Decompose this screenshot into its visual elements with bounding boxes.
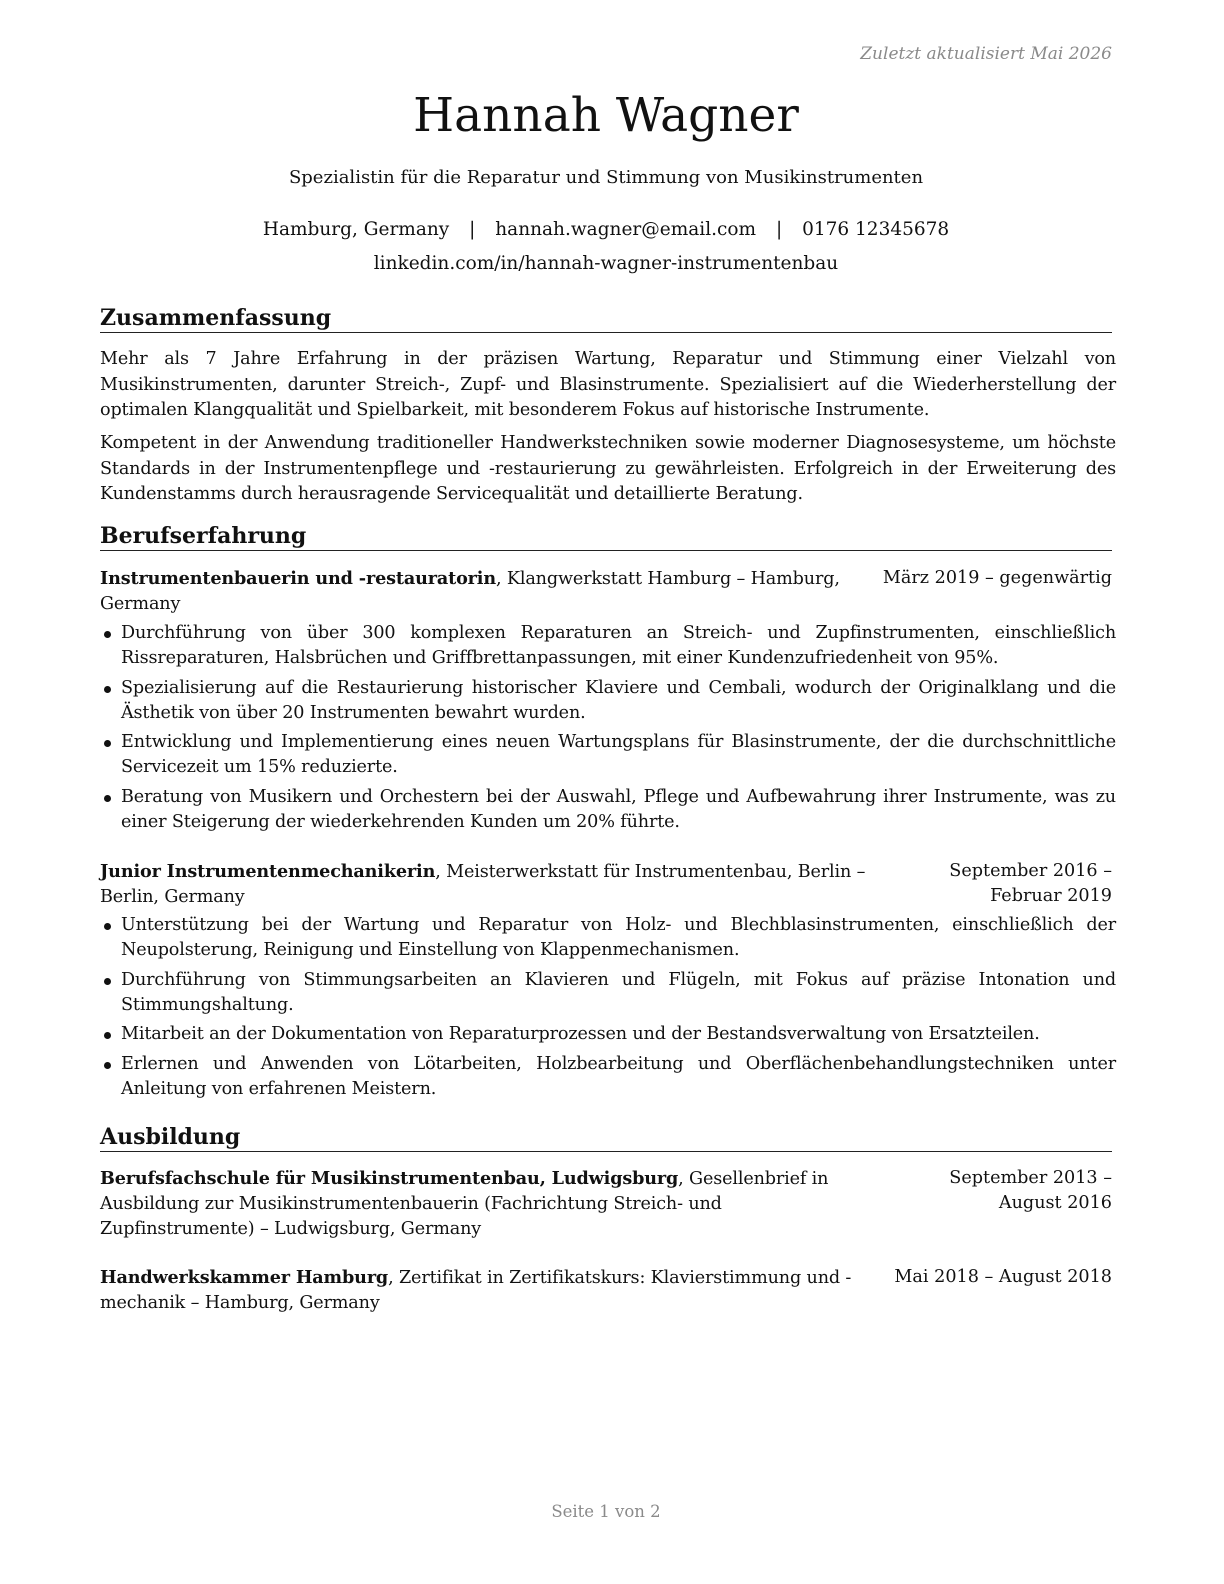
person-name: Hannah Wagner (413, 88, 799, 143)
job-title-line (100, 566, 880, 617)
contact-separator: | (775, 219, 783, 240)
education-school: Berufsfachschule für Musikinstrumentenbau, Ludwigsburg (100, 1168, 679, 1189)
job-role: Junior Instrumentenmechanikerin (100, 861, 436, 882)
list-item: Erlernen und Anwenden von Lötarbeiten, Holzbearbeitung und Oberflächenbehandlungstechniken unter Anleitung von erfahrenen Meistern. (100, 1052, 1116, 1102)
job-header (100, 859, 1112, 911)
contact-email[interactable]: hannah.wagner@email.com (495, 219, 757, 240)
list-item: Beratung von Musikern und Orchestern bei der Auswahl, Pflege und Aufbewahrung ihrer Instrumente, was zu einer Steigerung der wiederkehrenden Kunden um 20% führte. (100, 785, 1116, 835)
list-item: Mitarbeit an der Dokumentation von Reparaturprozessen und der Bestandsverwaltung von Ersatzteilen. (100, 1022, 1116, 1047)
job-bullets (100, 913, 1116, 1106)
summary-paragraph: Kompetent in der Anwendung traditioneller Handwerkstechniken sowie moderner Diagnosesysteme, um höchste Standards in der Instrumentenpflege und -restaurierung zu gewährleisten. Erfolgreich in der Erweiterung des Kundenstamms durch herausragende Servicequalität und detaillierte Beratung. (100, 433, 1116, 504)
contact-location: Hamburg, Germany (262, 219, 450, 240)
job-role: Instrumentenbauerin und -restauratorin (100, 568, 496, 589)
education-title-line (100, 1265, 880, 1316)
education-dates: Mai 2018 – August 2018 (894, 1267, 1112, 1287)
resume-page (100, 0, 1116, 1584)
last-updated: Zuletzt aktualisiert Mai 2026 (860, 44, 1112, 64)
page-number: Seite 1 von 2 (551, 1502, 661, 1521)
education-title-line (100, 1166, 880, 1242)
section-title-experience: Berufserfahrung (100, 522, 1112, 551)
education-dates: September 2013 – August 2016 (949, 1168, 1112, 1213)
education-header (100, 1265, 1112, 1317)
education-details: , Zertifikat in Zertifikatskurs: Klavierstimmung und -mechanik – Hamburg, Germany (100, 1268, 852, 1313)
section-title-summary: Zusammenfassung (100, 304, 1112, 333)
job-title-line (100, 859, 880, 910)
contact-separator: | (469, 219, 476, 240)
job-bullets (100, 621, 1116, 839)
job-dates: März 2019 – gegenwärtig (882, 568, 1112, 588)
job-subtitle: Spezialistin für die Reparatur und Stimmung von Musikinstrumenten (288, 167, 924, 188)
list-item: Spezialisierung auf die Restaurierung historischer Klaviere und Cembali, wodurch der Originalklang und die Ästhetik von über 20 Instrumenten bewahrt wurden. (100, 676, 1116, 726)
contact-linkedin[interactable]: linkedin.com/in/hannah-wagner-instrumentenbau (373, 253, 839, 274)
job-dates: September 2016 – Februar 2019 (949, 861, 1112, 906)
summary-paragraph: Mehr als 7 Jahre Erfahrung in der präzisen Wartung, Reparatur und Stimmung einer Vielzahl von Musikinstrumenten, darunter Streich-, Zupf- und Blasinstrumente. Spezialisiert auf die Wiederherstellung der optimalen Klangqualität und Spielbarkeit, mit besonderem Fokus auf historische Instrumente. (100, 349, 1116, 420)
list-item: Unterstützung bei der Wartung und Reparatur von Holz- und Blechblasinstrumenten, einschließlich der Neupolsterung, Reinigung und Einstellung von Klappenmechanismen. (100, 913, 1116, 963)
job-details: , Meisterwerkstatt für Instrumentenbau, Berlin – Berlin, Germany (100, 862, 866, 907)
list-item: Durchführung von Stimmungsarbeiten an Klavieren und Flügeln, mit Fokus auf präzise Intonation und Stimmungshaltung. (100, 968, 1116, 1018)
contact-line (100, 219, 1112, 240)
list-item: Durchführung von über 300 komplexen Reparaturen an Streich- und Zupfinstrumenten, einschließlich Rissreparaturen, Halsbrüchen und Griffbrettanpassungen, mit einer Kundenzufriedenheit von 95%. (100, 621, 1116, 671)
education-details: , Gesellenbrief in Ausbildung zur Musikinstrumentenbauerin (Fachrichtung Streich- und Zupfinstrumente) – Ludwigsburg, Germany (100, 1169, 829, 1239)
education-header (100, 1166, 1112, 1244)
section-title-education: Ausbildung (100, 1123, 1112, 1152)
education-school: Handwerkskammer Hamburg (100, 1267, 389, 1288)
contact-phone[interactable]: 0176 12345678 (802, 219, 950, 240)
job-header (100, 566, 1112, 618)
job-details: , Klangwerkstatt Hamburg – Hamburg, Germany (100, 569, 840, 614)
list-item: Entwicklung und Implementierung eines neuen Wartungsplans für Blasinstrumente, der die durchschnittliche Servicezeit um 15% reduzierte. (100, 730, 1116, 780)
